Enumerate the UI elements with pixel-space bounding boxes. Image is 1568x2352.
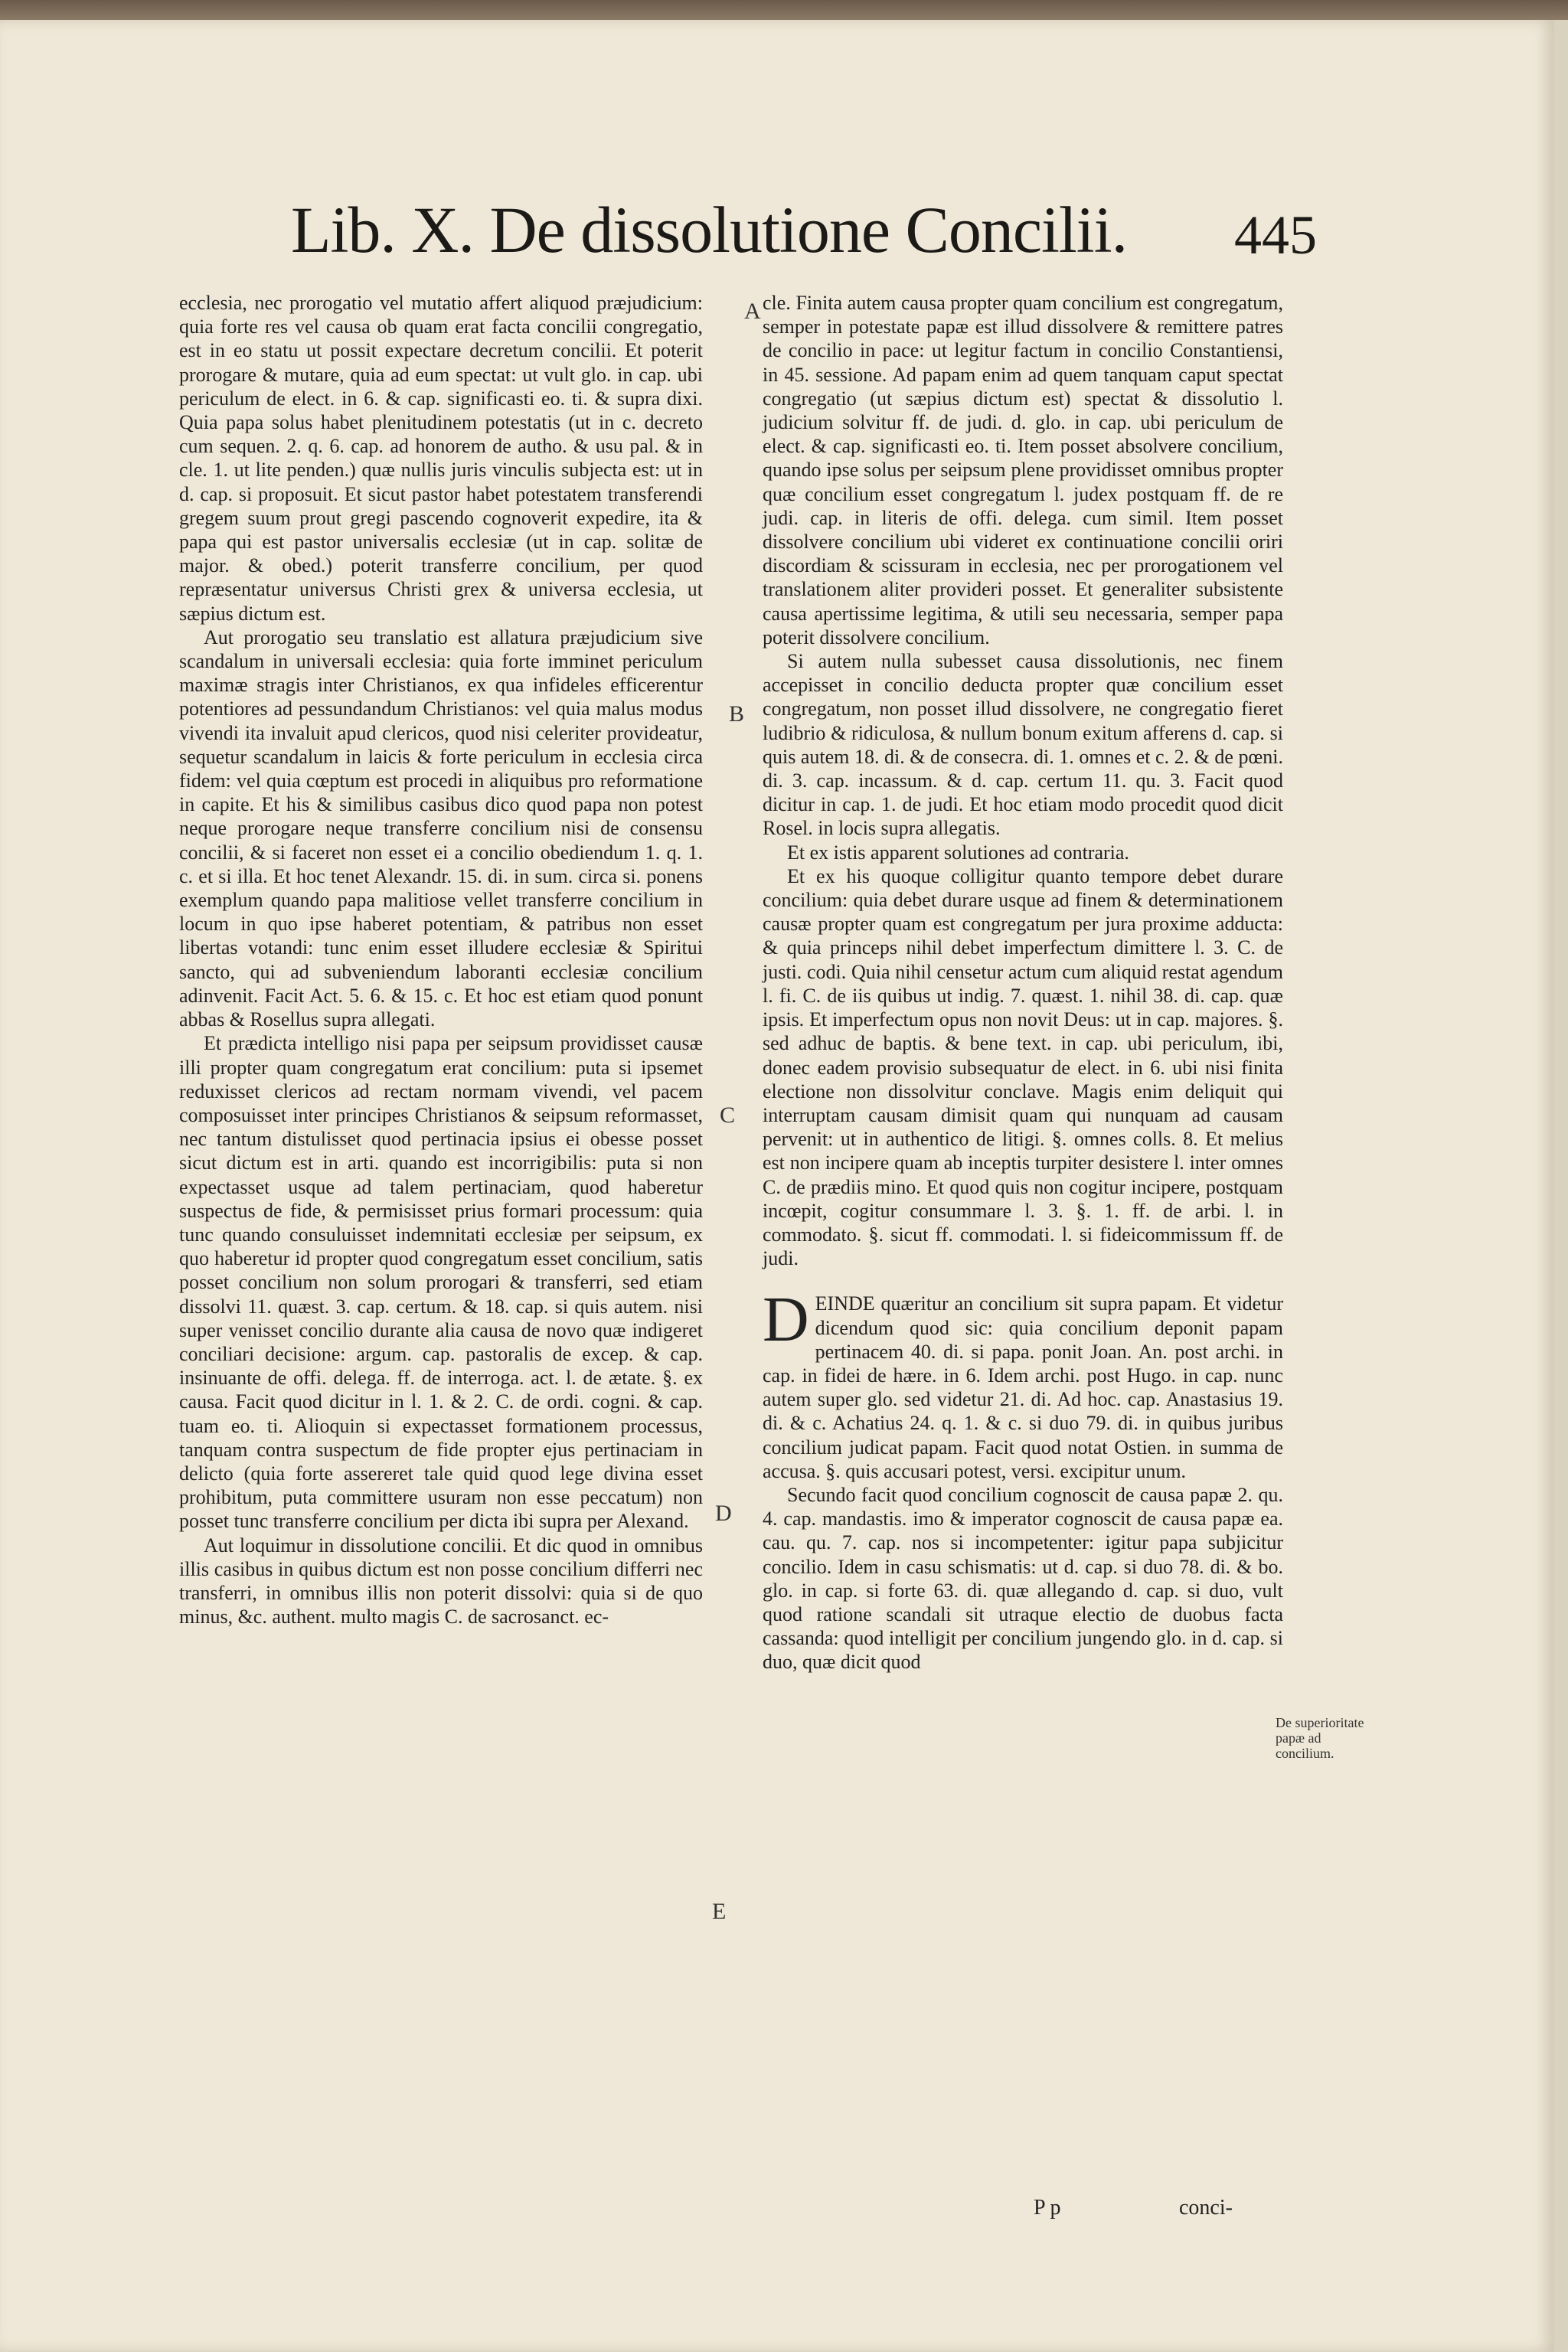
- paragraph: Aut prorogatio seu translatio est allatura præjudicium sive scandalum in universali ecclesia: quia forte imminet periculum maximæ stragis inter Christianos, ex qua infideles efficerentur potentiores ad pessundandum Christianos: vel quia malus modus vivendi ita invaluit apud clericos, quod nisi celeriter provideatur, sequetur scandalum in laicis & forte periculum in ecclesia circa fidem: vel quia cœptum est procedi in aliquibus pro reformatione in capite. Et his & similibus casibus dico quod papa non potest neque prorogare neque transferre concilium nisi de consensu concilii, & si faceret non esset ei a concilio obediendum 1. q. 1. c. et si illa. Et hoc tenet Alexandr. 15. di. in sum. circa si. ponens exemplum quando papa malitiose vellet transferre concilium in locum in quo ipse haberet potentiam, & patribus non esset libertas votandi: tunc enim esset illudere ecclesiæ & Spiritui sancto, qui ad subveniendum laboranti ecclesiæ concilium adinvenit. Facit Act. 5. 6. & 15. c. Et hoc est etiam quod ponunt abbas & Rosellus supra allegati.: [179, 626, 703, 1031]
- section-opening-text: EINDE quæritur an concilium sit supra papam. Et videtur dicendum quod sic: quia concilium deponit papam pertinacem 40. di. si papa. ponit Joan. An. post archi. in cap. in fidei de hære. in 6. Idem archi. post Hugo. in cap. nunc autem super glo. sed videtur 21. di. Ad hoc. cap. Anastasius 19. di. & c. Achatius 24. q. 1. & c. si duo 79. di. in quibus juribus concilium judicat papam. Facit quod notat Ostien. in summa de accusa. §. quis accusari potest, versi. excipitur unum.: [763, 1292, 1283, 1482]
- paragraph: Secundo facit quod concilium cognoscit de causa papæ 2. qu. 4. cap. mandastis. imo & imperator cognoscit de causa papæ ea. cau. qu. 7. cap. nos si incompetenter: igitur papa subjicitur concilio. Idem in casu schismatis: ut d. cap. si duo 78. di. & bo. glo. in cap. si forte 63. di. quæ allegando d. cap. si duo, vult quod ratione scandali sit utraque electio de duobus facta cassanda: quod intelligit per concilium jungendo glo. in d. cap. si duo, quæ dicit quod: [763, 1483, 1283, 1674]
- marginal-note: De superioritate papæ ad concilium.: [1276, 1715, 1364, 1761]
- page-number: 445: [1234, 204, 1317, 266]
- catchword: conci-: [1179, 2196, 1233, 2220]
- margin-letter-e: E: [712, 1899, 727, 1924]
- running-title: Lib. X. De dissolutione Concilii.: [291, 193, 1128, 266]
- margin-letter-b: B: [729, 701, 745, 727]
- page-header: [291, 191, 1317, 291]
- section-opening-paragraph: [763, 1284, 1283, 1483]
- paragraph: Aut loquimur in dissolutione concilii. Et dic quod in omnibus illis casibus in quibus dictum est non posse concilium differri nec transferri, in omnibus illis non poterit dissolvi: quia si de quo minus, &c. authent. multo magis C. de sacrosanct. ec-: [179, 1534, 703, 1628]
- top-strip: [0, 0, 1568, 20]
- paragraph: ecclesia, nec prorogatio vel mutatio affert aliquod præjudicium: quia forte res vel causa ob quam erat facta concilii congregatio, est in eo statu ut possit expectare decretum concilii. Et poterit prorogare & mutare, quia ad eum spectat: ut vult glo. in cap. ubi periculum de elect. in 6. & cap. significasti eo. ti. & supra dixi. Quia papa solus habet plenitudinem potestatis (ut in c. decreto cum sequen. 2. q. 6. cap. ad honorem de autho. & usu pal. & in cle. 1. ut lite penden.) quæ nullis juris vinculis subjecta est: ut in d. cap. si proposuit. Et sicut pastor habet potestatem transferendi gregem suum prout gregi pascendo cognoverit expedire, ita & papa qui est pastor universalis ecclesiæ (ut in cap. solitæ de major. & obed.) poterit transferre concilium, per quod repræsentatur universus Christi grex & universa ecclesia, ut sæpius dictum est.: [179, 292, 703, 625]
- signature-mark: P p: [1034, 2196, 1061, 2220]
- paragraph: Et ex his quoque colligitur quanto tempore debet durare concilium: quia debet durare usque ad finem & determinationem causæ propter quam est congregatum per jura proxime adducta: & quia princeps nihil debet imperfectum dimittere l. 3. C. de justi. codi. Quia nihil censetur actum cum aliquid restat agendum l. fi. C. de iis quibus ut indig. 7. quæst. 1. nihil 38. di. cap. quæ ipsis. Et imperfectum opus non novit Deus: ut in cap. majores. §. sed adhuc de baptis. & bene text. in cap. ubi periculum, ibi, donec eadem provisio subsequatur de elect. in 6. ubi nisi finita electione non dissolvitur conclave. Magis enim deliquit qui interruptam causam dimisit quam qui nunquam ad causam pervenit: ut in authentico de litigi. §. omnes colls. 8. Et melius est non incipere quam ab inceptis turpiter desistere l. inter omnes C. de prædiis mino. Et quod quis non cogitur incipere, postquam incœpit, cogitur consummare l. 3. §. 1. ff. de arbi. l. in commodato. §. sicut ff. commodati. l. si fideicommissum ff. de judi.: [763, 864, 1283, 1270]
- paragraph: Et ex istis apparent solutiones ad contraria.: [787, 841, 1129, 864]
- margin-letter-c: C: [720, 1102, 736, 1128]
- margin-letter-d: D: [715, 1501, 732, 1526]
- left-column: [179, 291, 703, 1628]
- right-column: [763, 291, 1283, 1674]
- paragraph: Et prædicta intelligo nisi papa per seipsum providisset causæ illi propter quam congregatum erat concilium: puta si ipsemet reduxisset clericos ad rectam normam vivendi, vel pacem composuisset inter principes Christianos & seipsum reformasset, nec tantum distulisset quod pertinacia ipsius ei obesse posset sicut dictum est in arti. quando est incorrigibilis: puta si non expectasset usque ad talem pertinaciam, quod haberetur suspectus de fide, & permisisset prius formari processum: quia tunc quando consuluisset indemnitati ecclesiæ per seipsum, ex quo haberetur id propter quod congregatum esset concilium, satis posset concilium non solum prorogari & transferri, sed etiam dissolvi 11. quæst. 3. cap. certum. & 18. cap. si quis autem. nisi super venisset concilio durante alia causa de novo quæ indigeret conciliari decisione: argum. cap. pastoralis de excep. & cap. insinuante de offi. delega. ff. de interroga. act. l. de ætate. §. ex causa. Facit quod dicitur in l. 1. & 2. C. de ordi. cogni. & cap. tuam eo. ti. Alioquin si expectasset formationem processus, tanquam contra suspectum de fide propter ejus pertinaciam in delicto (quia forte assereret tale quid quod lege divina esset prohibitum, puta committere usuram non esse peccatum) non posset tunc transferre concilium per dicta ibi supra per Alexand.: [179, 1032, 703, 1533]
- drop-cap-initial: D: [763, 1284, 809, 1356]
- paragraph: Si autem nulla subesset causa dissolutionis, nec finem accepisset in concilio deducta propter quæ concilium esset congregatum, non posset illud dissolvere, ne congregatio fieret ludibrio & ridiculosa, & nullum bonum exitum afferens d. cap. si quis autem 18. di. & de consecra. di. 1. omnes et c. 2. & de pœni. di. 3. cap. incassum. & d. cap. certum 11. qu. 3. Facit quod dicitur in cap. 1. de judi. Et hoc etiam modo procedit quod dicit Rosel. in locis supra allegatis.: [763, 650, 1283, 840]
- paragraph: cle. Finita autem causa propter quam concilium est congregatum, semper in potestate papæ est illud dissolvere & remittere patres de concilio in pace: ut legitur factum in concilio Constantiensi, in 45. sessione. Ad papam enim ad quem tanquam caput spectat congregatio (ut sæpius dictum est) spectat & dissolutio l. judicium solvitur ff. de judi. d. glo. in cap. ubi periculum de elect. & cap. significasti eo. ti. Item posset absolvere concilium, quando ipse solus per seipsum plene providisset omnibus propter quæ concilium esset congregatum l. judex postquam ff. de re judi. cap. in literis de offi. delega. cum simil. Item posset dissolvere concilium ubi videret ex continuatione concilii oriri discordiam & scissuram in ecclesia, nec per prorogationem vel translationem aliter provideri posset. Et generaliter subsistente causa apertissime legitima, & utili seu necessaria, semper papa poterit dissolvere concilium.: [763, 292, 1283, 648]
- margin-letter-a: A: [744, 299, 761, 324]
